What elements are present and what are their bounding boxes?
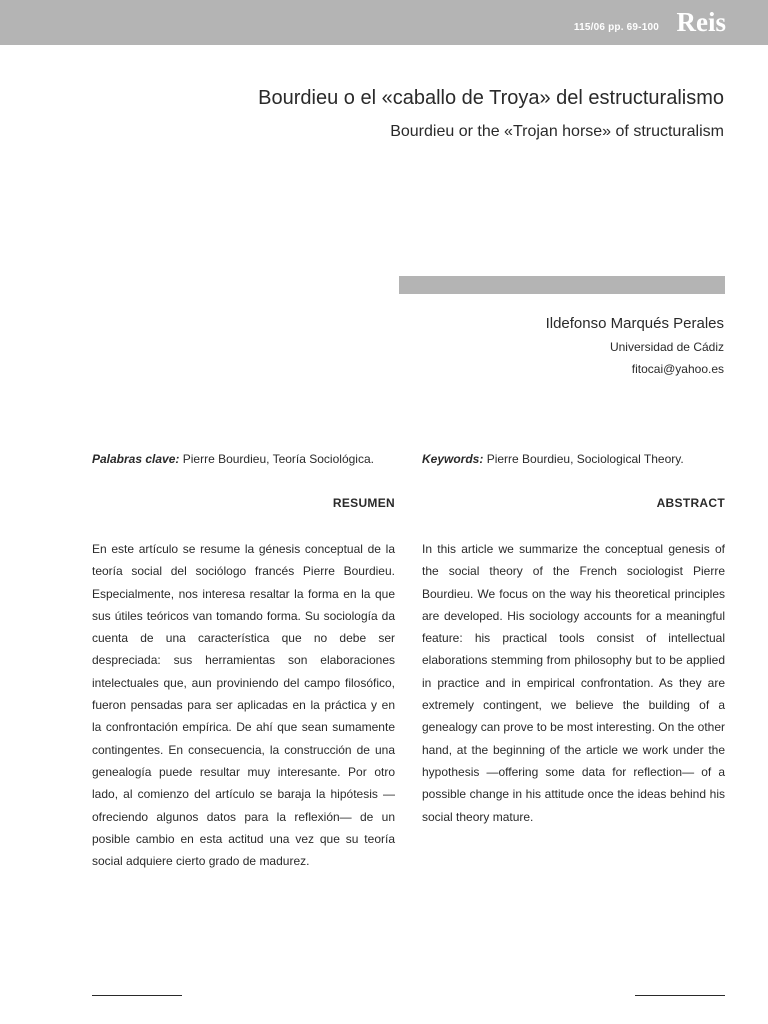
author-name: Ildefonso Marqués Perales — [545, 315, 724, 332]
resumen-text: En este artículo se resume la génesis conceptual de la teoría social del sociólogo francés Pierre Bourdieu. Especialmente, nos interesa resaltar la forma en la que sus útiles teóricos van tomando forma. Su sociología da cuenta de una característica que no debe ser despreciada: sus herramientas son elaboraciones intelectuales que, aun proviniendo del campo filosófico, fueron pensadas para ser aplicadas en la práctica y en la confrontación empírica. De ahí que sean sumamente contingentes. En consecuencia, la construcción de una genealogía puede resultar muy interesante. Por otro lado, al comienzo del artículo se baraja la hipótesis —ofreciendo algunos datos para la reflexión— de un posible cambio en esta actitud una vez que su teoría social adquiere cierto grado de madurez. — [92, 542, 395, 869]
abstract-text: In this article we summarize the conceptual genesis of the social theory of the French sociologist Pierre Bourdieu. We focus on the way his theoretical principles are developed. His sociology accounts for a meaningful feature: his practical tools consist of intellectual elaborations stemming from philosophy but to be applied in practice and in empirical confrontation. As they are extremely contingent, we believe the building of a genealogy can prove to be most interesting. On the other hand, at the beginning of the article we work under the hypothesis —offering some data for reflection— of a possible change in his attitude once the ideas behind his social theory mature. — [422, 542, 725, 824]
keywords-text: Pierre Bourdieu, Teoría Sociológica. — [179, 452, 374, 466]
author-affiliation: Universidad de Cádiz — [609, 340, 724, 354]
footnote-rule-right — [635, 995, 725, 996]
journal-name: Reis — [676, 7, 726, 37]
keywords-label: Keywords: — [422, 452, 484, 466]
header-bar — [0, 0, 768, 45]
issue-info: 115/06 pp. 69-100 — [573, 22, 659, 33]
author-email: fitocai@yahoo.es — [631, 362, 724, 376]
abstract-heading: ABSTRACT — [656, 496, 725, 510]
resumen-heading: RESUMEN — [332, 496, 395, 510]
title-spanish: Bourdieu o el «caballo de Troya» del estructuralismo — [258, 87, 724, 109]
keywords-label: Palabras clave: — [92, 452, 180, 466]
keywords-spanish — [92, 452, 374, 466]
footnote-rule-left — [92, 995, 182, 996]
keywords-english — [422, 452, 684, 466]
title-english: Bourdieu or the «Trojan horse» of structuralism — [390, 123, 724, 140]
keywords-text: Pierre Bourdieu, Sociological Theory. — [483, 452, 684, 466]
decorative-bar — [399, 276, 725, 294]
